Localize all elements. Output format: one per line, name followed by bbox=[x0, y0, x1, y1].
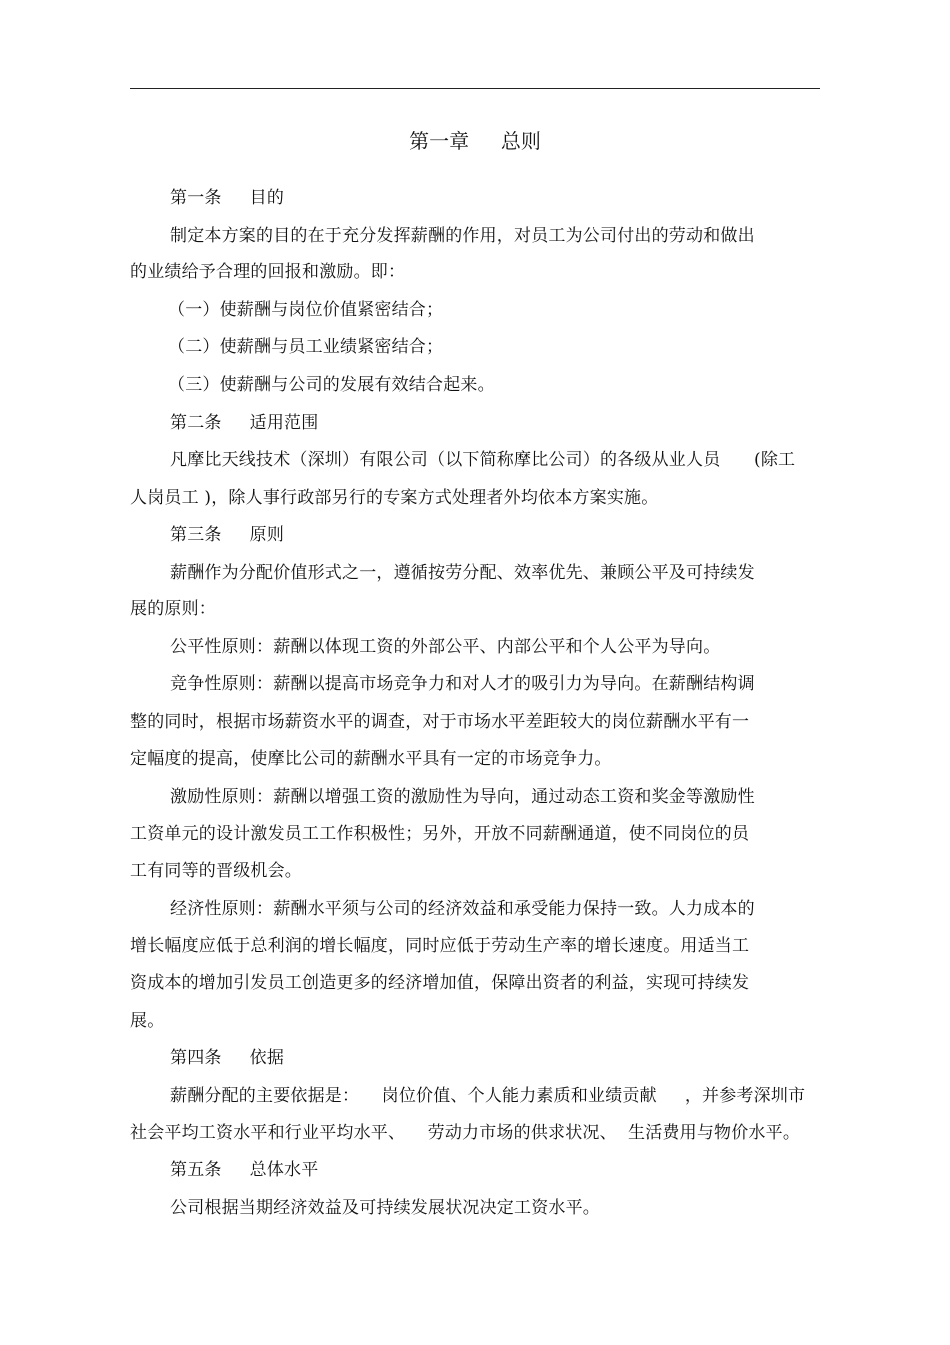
incentive-principle-line-1: 激励性原则：薪酬以增强工资的激励性为导向，通过动态工资和奖金等激励性 bbox=[170, 787, 755, 807]
incentive-principle-line-3: 工有同等的晋级机会。 bbox=[130, 861, 302, 881]
article-1-list-item: （一）使薪酬与岗位价值紧密结合； bbox=[168, 300, 444, 320]
article-3-intro-line-1: 薪酬作为分配价值形式之一，遵循按劳分配、效率优先、兼顾公平及可持续发 bbox=[170, 563, 755, 583]
article-2-paragraph-line-1: 凡摩比天线技术（深圳）有限公司（以下简称摩比公司）的各级从业人员 (除工 bbox=[170, 450, 796, 470]
article-3-heading: 第三条 原则 bbox=[170, 525, 285, 545]
article-4-heading: 第四条 依据 bbox=[170, 1048, 285, 1068]
article-1-paragraph-line-1: 制定本方案的目的在于充分发挥薪酬的作用，对员工为公司付出的劳动和做出 bbox=[170, 226, 755, 246]
article-2-heading: 第二条 适用范围 bbox=[170, 413, 319, 433]
article-4-paragraph-line-2: 社会平均工资水平和行业平均水平、 劳动力市场的供求状况、 生活费用与物价水平。 bbox=[130, 1123, 801, 1143]
competitiveness-principle-line-3: 定幅度的提高，使摩比公司的薪酬水平具有一定的市场竞争力。 bbox=[130, 749, 612, 769]
article-1-list-item: （三）使薪酬与公司的发展有效结合起来。 bbox=[168, 375, 495, 395]
economy-principle-line-3: 资成本的增加引发员工创造更多的经济增加值，保障出资者的利益，实现可持续发 bbox=[130, 973, 750, 993]
economy-principle-line-4: 展。 bbox=[130, 1011, 165, 1031]
header-rule bbox=[130, 88, 820, 89]
incentive-principle-line-2: 工资单元的设计激发员工工作积极性；另外，开放不同薪酬通道，使不同岗位的员 bbox=[130, 824, 750, 844]
article-3-intro-line-2: 展的原则： bbox=[130, 599, 216, 619]
article-2-paragraph-line-2: 人岗员工 )，除人事行政部另行的专案方式处理者外均依本方案实施。 bbox=[130, 488, 659, 508]
article-1-heading: 第一条 目的 bbox=[170, 188, 285, 208]
economy-principle-line-2: 增长幅度应低于总利润的增长幅度，同时应低于劳动生产率的增长速度。用适当工 bbox=[130, 936, 750, 956]
article-1-list-item: （二）使薪酬与员工业绩紧密结合； bbox=[168, 337, 444, 357]
article-1-paragraph-line-2: 的业绩给予合理的回报和激励。即： bbox=[130, 262, 406, 282]
article-5-heading: 第五条 总体水平 bbox=[170, 1160, 319, 1180]
chapter-title: 第一章 总则 bbox=[409, 129, 541, 153]
competitiveness-principle-line-2: 整的同时，根据市场薪资水平的调查，对于市场水平差距较大的岗位薪酬水平有一 bbox=[130, 712, 750, 732]
article-4-paragraph-line-1: 薪酬分配的主要依据是： 岗位价值、个人能力素质和业绩贡献 ，并参考深圳市 bbox=[170, 1086, 806, 1106]
economy-principle-line-1: 经济性原则：薪酬水平须与公司的经济效益和承受能力保持一致。人力成本的 bbox=[170, 899, 755, 919]
competitiveness-principle-line-1: 竞争性原则：薪酬以提高市场竞争力和对人才的吸引力为导向。在薪酬结构调 bbox=[170, 674, 755, 694]
fairness-principle: 公平性原则：薪酬以体现工资的外部公平、内部公平和个人公平为导向。 bbox=[170, 637, 721, 657]
article-5-paragraph-line-1: 公司根据当期经济效益及可持续发展状况决定工资水平。 bbox=[170, 1198, 600, 1218]
